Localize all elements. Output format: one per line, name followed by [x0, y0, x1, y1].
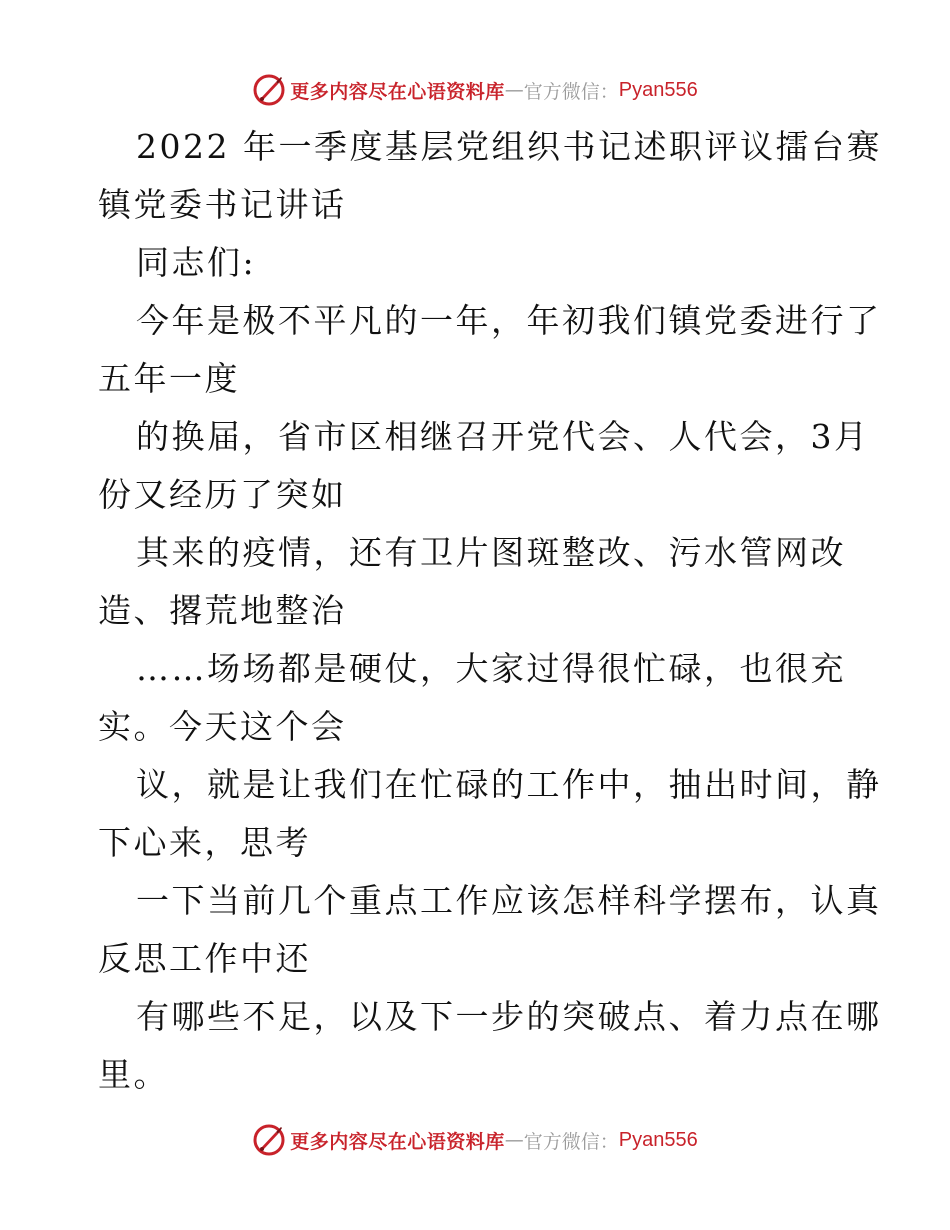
watermark-separator: —	[504, 1129, 524, 1151]
document-body	[98, 118, 882, 1104]
document-title-line-2: 镇党委书记讲话	[98, 185, 347, 224]
quill-pen-logo-icon	[252, 1123, 286, 1157]
paragraph-line: 份又经历了突如	[98, 475, 347, 514]
paragraph-line: 造、撂荒地整治	[98, 591, 347, 630]
document-title-line-1: 2022 年一季度基层党组织书记述职评议擂台赛	[136, 127, 882, 166]
paragraph-line: 实。今天这个会	[98, 707, 347, 746]
quill-pen-logo-icon	[252, 73, 286, 107]
paragraph-line: 反思工作中还	[98, 939, 311, 978]
header-watermark	[0, 70, 950, 110]
paragraph-line: 其来的疫情，还有卫片图斑整改、污水管网改	[136, 533, 846, 572]
watermark-separator: —	[504, 79, 524, 101]
paragraph-line: 下心来，思考	[98, 823, 311, 862]
paragraph-line: 五年一度	[98, 359, 240, 398]
paragraph-line: 议，就是让我们在忙碌的工作中，抽出时间，静	[136, 765, 882, 804]
paragraph-line: 今年是极不平凡的一年，年初我们镇党委进行了	[136, 301, 882, 340]
footer-watermark	[0, 1120, 950, 1160]
watermark-wechat-label: 官方微信：	[523, 1130, 619, 1153]
watermark-wechat-id: Pyan556	[618, 1128, 698, 1151]
paragraph-line: 的换届，省市区相继召开党代会、人代会，3月	[136, 417, 870, 456]
paragraph-line: ……场场都是硬仗，大家过得很忙碌，也很充	[136, 649, 846, 688]
paragraph-line: 一下当前几个重点工作应该怎样科学摆布，认真	[136, 881, 882, 920]
watermark-wechat-label: 官方微信：	[523, 80, 619, 103]
paragraph-line: 里。	[98, 1055, 169, 1094]
paragraph-line: 有哪些不足，以及下一步的突破点、着力点在哪	[136, 997, 882, 1036]
watermark-text: 更多内容尽在心语资料库	[290, 1130, 505, 1153]
watermark-text: 更多内容尽在心语资料库	[290, 80, 505, 103]
salutation: 同志们:	[136, 243, 257, 282]
watermark-wechat-id: Pyan556	[618, 78, 698, 101]
